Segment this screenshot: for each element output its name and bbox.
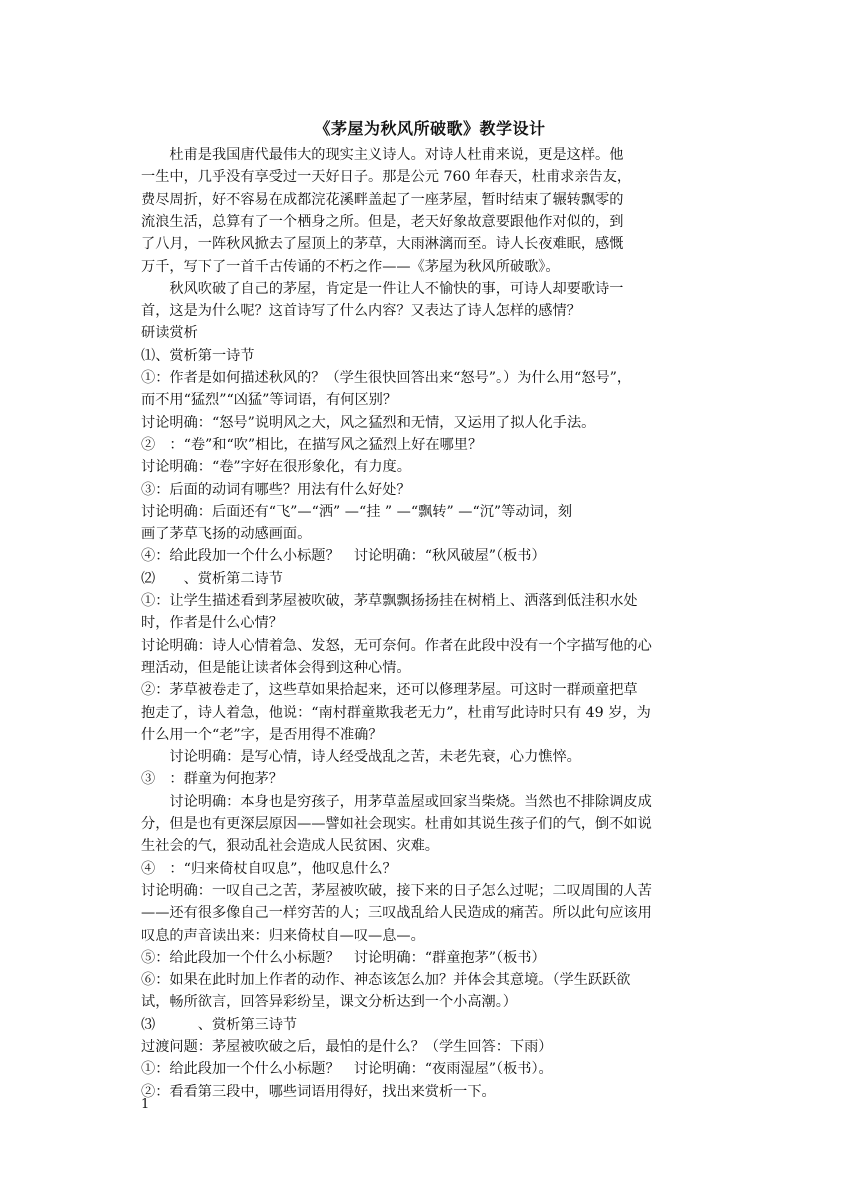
text-line: 一生中，几乎没有享受过一天好日子。那是公元 760 年春天，杜甫求亲告友， — [141, 169, 632, 186]
text-line: 研读赏析 — [141, 325, 198, 342]
text-line: ——还有很多像自己一样穷苦的人；三叹战乱给人民造成的痛苦。所以此句应该用 — [141, 905, 652, 922]
text-line: 讨论明确：是写心情，诗人经受战乱之苦，未老先衰，心力憔悴。 — [141, 749, 581, 766]
text-line: ②：看看第三段中，哪些词语用得好，找出来赏析一下。 — [141, 1083, 496, 1100]
text-line: 画了茅草飞扬的动感画面。 — [141, 526, 312, 543]
text-line: 时，作者是什么心情？ — [141, 615, 283, 632]
text-line: ④：给此段加一个什么小标题？ 讨论明确：“秋风破屋”（板书） — [141, 548, 546, 565]
text-line: 过渡问题：茅屋被吹破之后，最怕的是什么？（学生回答：下雨） — [141, 1039, 553, 1055]
text-line: ③ ：群童为何抱茅？ — [141, 771, 283, 788]
text-line: ③：后面的动词有哪些？用法有什么好处？ — [141, 481, 411, 498]
text-line: 讨论明确：“怒号”说明风之大，风之猛烈和无情，又运用了拟人化手法。 — [141, 414, 596, 431]
text-line: ⑴、赏析第一诗节 — [141, 347, 255, 364]
text-line: 而不用“猛烈”“凶猛”等词语，有何区别？ — [141, 392, 398, 409]
text-line: ⑶ 、赏析第三诗节 — [141, 1016, 298, 1033]
text-line: ①：让学生描述看到茅屋被吹破，茅草飘飘扬扬挂在树梢上、洒落到低洼积水处 — [141, 593, 638, 609]
text-line: ②：茅草被卷走了，这些草如果拾起来，还可以修理茅屋。可这时一群顽童把草 — [141, 682, 638, 699]
page-title: 《茅屋为秋风所破歌》教学设计 — [314, 119, 546, 138]
text-line: 叹息的声音读出来：归来倚杖自—叹—息—。 — [141, 927, 425, 944]
text-line: ①：给此段加一个什么小标题？ 讨论明确：“夜雨湿屋”（板书）。 — [141, 1061, 553, 1078]
text-line: 杜甫是我国唐代最伟大的现实主义诗人。对诗人杜甫来说，更是这样。他 — [141, 147, 624, 163]
text-line: 了八月，一阵秋风掀去了屋顶上的茅草，大雨淋漓而至。诗人长夜难眠，感慨 — [141, 236, 624, 253]
text-line: 讨论明确：一叹自己之苦，茅屋被吹破，接下来的日子怎么过呢；二叹周围的人苦 — [141, 882, 652, 899]
text-line: ② ：“卷”和“吹”相比，在描写风之猛烈上好在哪里？ — [141, 436, 483, 453]
text-line: 试，畅所欲言，回答异彩纷呈，课文分析达到一个小高潮。） — [141, 994, 517, 1011]
text-line: 讨论明确：本身也是穷孩子，用茅草盖屋或回家当柴烧。当然也不排除调皮成 — [141, 793, 652, 810]
text-line: ⑵ 、赏析第二诗节 — [141, 570, 283, 587]
text-line: 生社会的气，狠动乱社会造成人民贫困、灾难。 — [141, 838, 439, 855]
text-line: 什么用一个“老”字，是否用得不准确？ — [141, 726, 383, 743]
text-line: 抱走了，诗人着急，他说：“南村群童欺我老无力”，杜甫写此诗时只有 49 岁，为 — [141, 704, 651, 721]
text-line: ⑤：给此段加一个什么小标题？ 讨论明确：“群童抱茅”（板书） — [141, 949, 546, 966]
text-line: 分，但是也有更深层原因——譬如社会现实。杜甫如其说生孩子们的气，倒不如说 — [141, 816, 652, 832]
text-line: 理活动，但是能让读者体会得到这种心情。 — [141, 659, 411, 676]
text-line: 流浪生活，总算有了一个栖身之所。但是，老天好象故意要跟他作对似的，到 — [141, 213, 624, 230]
text-line: ⑥：如果在此时加上作者的动作、神态该怎么加？并体会其意境。（学生跃跃欲 — [141, 972, 631, 989]
text-line: 秋风吹破了自己的茅屋，肯定是一件让人不愉快的事，可诗人却要歌诗一 — [141, 280, 624, 297]
text-line: 讨论明确：后面还有“飞”—“洒” —“挂 ” —“飘转” —“沉”等动词，刻 — [141, 503, 573, 520]
text-line: ①：作者是如何描述秋风的？（学生很快回答出来“怒号”。）为什么用“怒号”， — [141, 370, 632, 386]
text-line: 万千，写下了一首千古传诵的不朽之作——《茅屋为秋风所破歌》。 — [141, 258, 560, 275]
text-line: ④ ：“归来倚杖自叹息”，他叹息什么？ — [141, 860, 397, 877]
text-line: 首，这是为什么呢？这首诗写了什么内容？又表达了诗人怎样的感情？ — [141, 303, 581, 320]
text-line: 讨论明确：诗人心情着急、发怒，无可奈何。作者在此段中没有一个字描写他的心 — [141, 637, 652, 654]
text-line: 费尽周折，好不容易在成都浣花溪畔盖起了一座茅屋，暂时结束了辗转飘零的 — [141, 191, 624, 208]
page-number: 1 — [141, 1097, 150, 1112]
text-line: 讨论明确：“卷”字好在很形象化，有力度。 — [141, 459, 411, 476]
